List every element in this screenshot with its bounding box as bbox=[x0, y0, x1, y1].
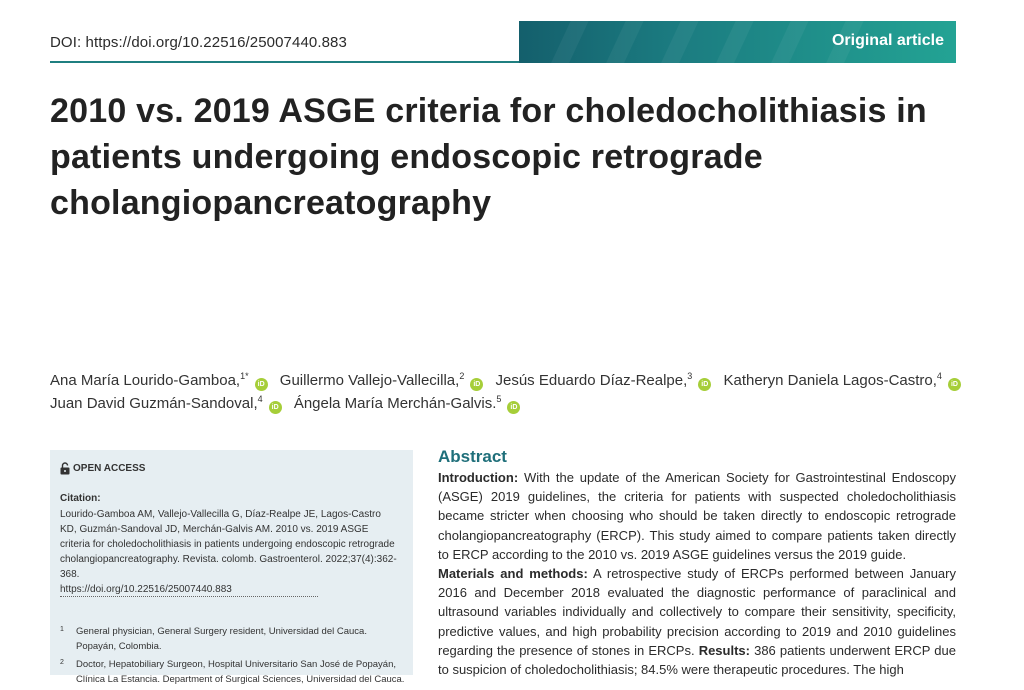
author-affiliation: 5 bbox=[496, 394, 502, 404]
article-title: 2010 vs. 2019 ASGE criteria for choledocholithiasis in patients undergoing endoscopic retrograde cholangiopancreatography bbox=[50, 92, 927, 222]
author-affiliation: 4 bbox=[936, 371, 942, 381]
note-number: 1 bbox=[60, 626, 64, 633]
article-type-label: Original article bbox=[831, 32, 944, 49]
author-list bbox=[50, 369, 970, 415]
open-lock-icon bbox=[60, 462, 70, 475]
citation-line: cholangiopancreatography. Revista. colomb. Gastroenterol. 2022;37(4):362-368. bbox=[60, 554, 397, 580]
author-affiliation: 4 bbox=[257, 394, 263, 404]
citation-line: criteria for choledocholithiasis in patients undergoing endoscopic retrograde bbox=[60, 539, 395, 550]
author-name: Jesús Eduardo Díaz-Realpe, bbox=[495, 372, 688, 389]
citation-text bbox=[60, 507, 400, 597]
open-access-label: OPEN ACCESS bbox=[73, 463, 146, 474]
note-text: Doctor, Hepatobiliary Surgeon, Hospital Universitario San José de Popayán, Clínica La Estancia. Department of Surgical Sciences, Universidad del Cauca. bbox=[76, 659, 405, 685]
author-name: Guillermo Vallejo-Vallecilla, bbox=[279, 372, 460, 389]
author-affiliation: 3 bbox=[687, 371, 693, 381]
results-label: Results: bbox=[698, 642, 750, 658]
orcid-icon[interactable]: iD bbox=[470, 378, 483, 391]
orcid-icon[interactable]: iD bbox=[507, 401, 520, 414]
author-name: Ana María Lourido-Gamboa, bbox=[50, 372, 241, 389]
methods-label: Materials and methods: bbox=[438, 566, 588, 582]
author-name: Juan David Guzmán-Sandoval, bbox=[50, 395, 258, 412]
author bbox=[280, 372, 492, 389]
author-name: Ángela María Merchán-Galvis. bbox=[293, 395, 497, 412]
header-divider bbox=[50, 61, 520, 63]
citation-heading: Citation: bbox=[60, 493, 101, 504]
citation-sidebar bbox=[50, 450, 413, 685]
author bbox=[50, 395, 290, 412]
abstract-section bbox=[438, 446, 956, 679]
affiliation-note bbox=[60, 624, 405, 654]
open-access-badge bbox=[60, 462, 145, 475]
abstract-body bbox=[438, 468, 956, 679]
citation-doi-link[interactable]: https://doi.org/10.22516/25007440.883 bbox=[60, 584, 232, 595]
citation-line: KD, Guzmán-Sandoval JD, Merchán-Galvis AM. 2010 vs. 2019 ASGE bbox=[60, 524, 369, 535]
orcid-icon[interactable]: iD bbox=[269, 401, 282, 414]
author-affiliation: 1* bbox=[240, 371, 249, 381]
author bbox=[50, 372, 276, 389]
note-number: 2 bbox=[60, 659, 64, 666]
orcid-icon[interactable]: iD bbox=[698, 378, 711, 391]
dotted-divider bbox=[60, 596, 318, 597]
affiliation-note bbox=[60, 657, 405, 687]
author bbox=[294, 395, 529, 412]
methods-text: A retrospective study of ERCPs performed between January 2016 and December 2018 evaluated the diagnostic performance of paraclinical and ultrasound variables individually and collectively to compare their sensitivity, specificity, predictive values, and high probability precision according to 2019 and 2010 guidelines regarding the presence of stones in ERCPs. bbox=[438, 566, 956, 658]
intro-label: Introduction: bbox=[438, 470, 519, 485]
note-text: General physician, General Surgery resident, Universidad del Cauca. Popayán, Colombia. bbox=[76, 626, 367, 652]
affiliation-notes bbox=[60, 624, 405, 690]
orcid-icon[interactable]: iD bbox=[948, 378, 961, 391]
author bbox=[496, 372, 720, 389]
author bbox=[723, 372, 968, 389]
author-name: Katheryn Daniela Lagos-Castro, bbox=[723, 372, 937, 389]
orcid-icon[interactable]: iD bbox=[255, 378, 268, 391]
intro-text: With the update of the American Society for Gastrointestinal Endoscopy (ASGE) 2019 guidelines, the criteria for patients with suspected choledocholithiasis became stricter when choosing who should be taken directly to endoscopic retrograde cholangiopancreatography (ERCP). This study aimed to compare patients taken directly to ERCP according to the 2010 vs. 2019 ASGE guidelines versus the 2019 guide. bbox=[438, 470, 956, 562]
citation-line: Lourido-Gamboa AM, Vallejo-Vallecilla G, Díaz-Realpe JE, Lagos-Castro bbox=[60, 509, 381, 520]
results-text: 386 patients underwent ERCP due to suspicion of choledocholithiasis; 84.5% were therapeutic procedures. The high bbox=[438, 642, 956, 678]
abstract-heading: Abstract bbox=[438, 447, 507, 466]
doi-link[interactable]: DOI: https://doi.org/10.22516/25007440.883 bbox=[50, 34, 347, 51]
article-type-banner bbox=[519, 21, 956, 63]
author-affiliation: 2 bbox=[459, 371, 465, 381]
